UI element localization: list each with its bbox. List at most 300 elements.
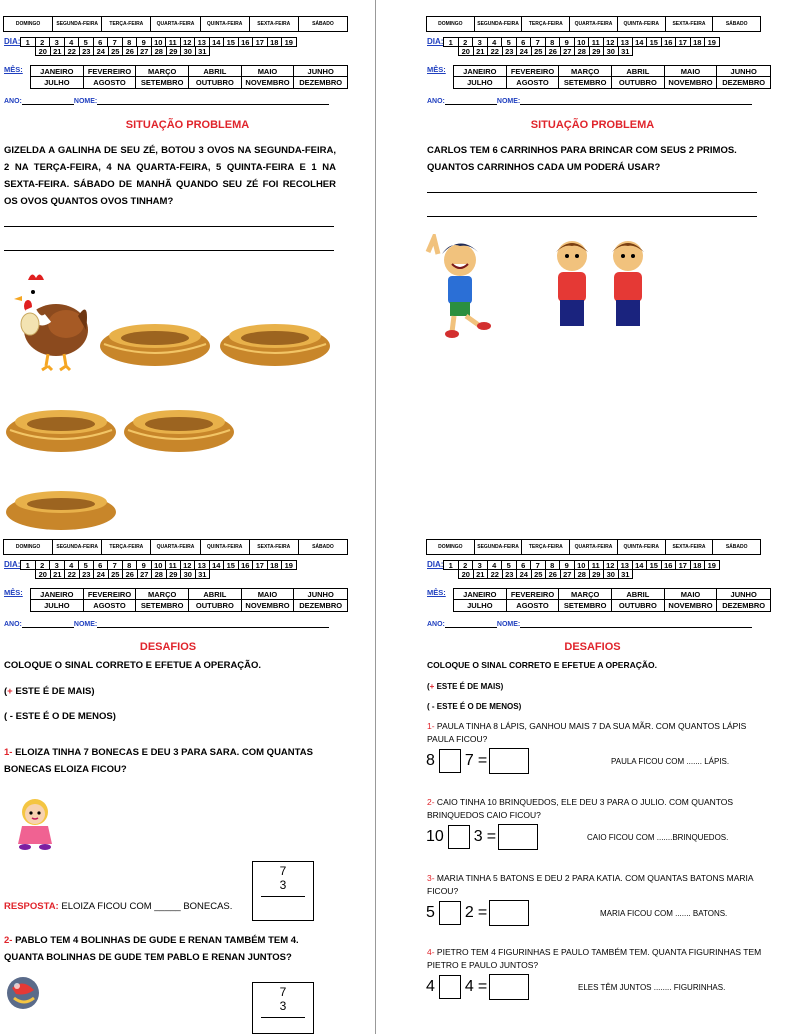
day-cell[interactable]: 8 [122,37,138,47]
month-cell[interactable]: JULHO [454,77,507,88]
nome-field[interactable] [97,104,329,105]
top-number: 7 [279,864,287,878]
day-cell[interactable]: 3 [49,37,65,47]
result-box[interactable] [489,974,529,1000]
dia-block [4,37,349,61]
question-item [427,796,762,822]
day-cell[interactable]: 21 [50,569,66,579]
day-cell[interactable]: 3 [472,37,488,47]
day-cell[interactable]: 24 [93,46,109,56]
month-cell[interactable]: JANEIRO [31,66,84,77]
ano-nome-line [4,621,344,628]
mes-block [4,65,349,89]
day-cell[interactable]: 12 [603,37,619,47]
month-cell[interactable]: ABRIL [612,66,665,77]
panel3-heading: DESAFIOS [139,641,197,653]
answer-sentence: CAIO FICOU COM .......BRINQUEDOS. [587,833,729,842]
day-cell[interactable]: 6 [93,560,109,570]
weekday-cell: SEXTA-FEIRA [250,17,299,31]
day-cell[interactable]: 18 [690,560,706,570]
month-cell[interactable]: JANEIRO [454,589,507,600]
month-cell[interactable]: SETEMBRO [559,600,612,611]
page-divider [375,0,376,1034]
day-cell[interactable]: 18 [267,37,283,47]
weekday-cell: SEGUNDA-FEIRA [475,17,523,31]
day-cell[interactable]: 26 [122,46,138,56]
day-cell[interactable]: 11 [165,560,181,570]
day-cell[interactable]: 28 [151,569,167,579]
day-cell[interactable]: 10 [151,37,167,47]
question-number: 3- [427,873,435,883]
day-cell[interactable]: 14 [632,37,648,47]
ano-label: ANO: [4,98,22,105]
weekday-row [426,16,761,32]
day-cell[interactable]: 11 [588,37,604,47]
day-cell[interactable]: 1 [20,37,36,47]
weekday-cell: QUINTA-FEIRA [201,540,250,554]
day-cell[interactable]: 6 [93,37,109,47]
dia-label: DIA: [4,37,21,46]
mes-label: MÊS: [4,65,23,74]
cousin-boy-illustration [548,236,596,334]
top-number: 7 [279,985,287,999]
day-cell[interactable]: 9 [136,37,152,47]
day-row-2 [458,46,632,56]
day-cell[interactable]: 30 [603,569,619,579]
day-cell[interactable]: 22 [487,569,503,579]
dia-block [427,560,772,584]
ano-field[interactable] [445,104,497,105]
day-cell[interactable]: 13 [617,37,633,47]
weekday-cell: QUARTA-FEIRA [570,540,618,554]
dia-label: DIA: [427,560,444,569]
day-cell[interactable]: 14 [632,560,648,570]
day-cell[interactable]: 22 [64,569,80,579]
day-cell[interactable]: 4 [64,37,80,47]
day-cell[interactable]: 7 [530,37,546,47]
month-cell[interactable]: NOVEMBRO [665,77,718,88]
month-cell[interactable]: NOVEMBRO [242,600,295,611]
day-cell[interactable]: 12 [180,560,196,570]
day-cell[interactable]: 1 [20,560,36,570]
nest-illustration [218,312,332,368]
operator-box[interactable] [439,749,461,773]
month-cell[interactable]: OUTUBRO [612,600,665,611]
day-cell[interactable]: 27 [560,569,576,579]
subtraction-box[interactable] [252,861,314,921]
day-cell[interactable]: 30 [180,46,196,56]
day-cell[interactable]: 27 [560,46,576,56]
month-cell[interactable]: JULHO [454,600,507,611]
month-cell[interactable]: FEVEREIRO [84,589,137,600]
month-cell[interactable]: AGOSTO [84,600,137,611]
day-cell[interactable]: 8 [122,560,138,570]
month-grid [453,65,771,89]
month-cell[interactable]: OUTUBRO [189,77,242,88]
day-cell[interactable]: 23 [502,569,518,579]
day-cell[interactable]: 12 [603,560,619,570]
month-cell[interactable]: DEZEMBRO [722,78,766,87]
day-cell[interactable]: 10 [574,560,590,570]
month-cell[interactable]: NOVEMBRO [242,77,295,88]
weekday-cell: DOMINGO [427,17,475,31]
day-cell[interactable]: 7 [107,37,123,47]
day-cell[interactable]: 8 [545,37,561,47]
day-cell[interactable]: 10 [151,560,167,570]
day-cell[interactable]: 2 [35,37,51,47]
day-cell[interactable]: 13 [617,560,633,570]
month-cell[interactable]: JUNHO [294,589,347,600]
answer-line[interactable] [4,226,334,227]
question-text: PAULA TINHA 8 LÁPIS, GANHOU MAIS 7 DA SUA MÃR. COM QUANTOS LÁPIS PAULA FICOU? [427,721,747,744]
month-cell[interactable]: MARÇO [136,66,189,77]
operator-box[interactable] [439,901,461,925]
answer-line[interactable] [427,216,757,217]
day-cell[interactable]: 27 [137,569,153,579]
result-box[interactable] [489,900,529,926]
day-cell[interactable]: 31 [195,569,211,579]
month-cell[interactable]: MARÇO [559,66,612,77]
day-cell[interactable]: 25 [108,46,124,56]
day-cell[interactable]: 25 [531,569,547,579]
month-cell[interactable]: SETEMBRO [559,77,612,88]
day-cell[interactable]: 21 [50,46,66,56]
month-cell[interactable]: FEVEREIRO [507,589,560,600]
day-cell[interactable]: 29 [589,569,605,579]
day-cell[interactable]: 17 [675,37,691,47]
month-cell[interactable]: JULHO [31,600,84,611]
answer-sentence: ELES TÊM JUNTOS ........ FIGURINHAS. [578,983,726,992]
weekday-cell: SEGUNDA-FEIRA [475,540,523,554]
question-item [427,872,762,898]
month-cell[interactable]: MARÇO [559,589,612,600]
month-cell[interactable]: MAIO [242,66,295,77]
day-cell[interactable]: 28 [151,46,167,56]
day-cell[interactable]: 17 [675,560,691,570]
month-cell[interactable]: FEVEREIRO [507,66,560,77]
question-number: 1- [427,721,435,731]
day-cell[interactable]: 21 [473,46,489,56]
day-cell[interactable]: 31 [618,569,634,579]
day-cell[interactable]: 19 [281,560,297,570]
mes-label: MÊS: [4,588,23,597]
day-cell[interactable]: 20 [35,569,51,579]
day-cell[interactable]: 24 [516,46,532,56]
month-cell[interactable]: MARÇO [136,589,189,600]
mes-label: MÊS: [427,588,446,597]
day-cell[interactable]: 23 [79,569,95,579]
day-cell[interactable]: 16 [661,560,677,570]
day-cell[interactable]: 30 [180,569,196,579]
equation-row [426,824,542,850]
month-cell[interactable]: DEZEMBRO [722,601,766,610]
question-1: 1- ELOIZA TINHA 7 BONECAS E DEU 3 PARA SARA. COM QUANTAS BONECAS ELOIZA FICOU? [4,747,313,775]
result-box[interactable] [489,748,529,774]
question-number: 4- [427,947,435,957]
month-cell[interactable]: JUNHO [294,66,347,77]
day-cell[interactable]: 4 [487,560,503,570]
ano-field[interactable] [445,627,497,628]
day-cell[interactable]: 20 [458,46,474,56]
day-cell[interactable]: 16 [661,37,677,47]
day-cell[interactable]: 11 [588,560,604,570]
day-row-2 [35,569,209,579]
weekday-cell: QUARTA-FEIRA [151,540,200,554]
day-cell[interactable]: 1 [443,37,459,47]
month-cell[interactable]: DEZEMBRO [299,78,343,87]
month-cell[interactable]: DEZEMBRO [299,601,343,610]
month-cell[interactable]: ABRIL [189,66,242,77]
day-cell[interactable]: 5 [501,37,517,47]
doll-illustration [12,794,58,852]
nest-illustration [4,480,118,530]
month-cell[interactable]: SETEMBRO [136,77,189,88]
equals-sign: = [477,904,488,921]
day-cell[interactable]: 7 [530,560,546,570]
ano-nome-line [427,98,767,105]
day-row-2 [458,569,632,579]
month-cell[interactable]: JUNHO [717,589,770,600]
month-cell[interactable]: JUNHO [717,66,770,77]
minus-legend: ( - ESTE É O DE MENOS) [4,711,116,722]
day-cell[interactable]: 9 [559,560,575,570]
nome-field[interactable] [520,104,752,105]
marble-illustration [4,974,42,1012]
day-cell[interactable]: 27 [137,46,153,56]
weekday-cell: QUARTA-FEIRA [570,17,618,31]
day-cell[interactable]: 25 [531,46,547,56]
day-cell[interactable]: 15 [646,560,662,570]
day-cell[interactable]: 25 [108,569,124,579]
day-cell[interactable]: 29 [166,569,182,579]
question-text: CAIO TINHA 10 BRINQUEDOS, ELE DEU 3 PARA O JULIO. COM QUANTOS BRINQUEDOS CAIO FICOU? [427,797,734,820]
day-cell[interactable]: 3 [49,560,65,570]
answer-line[interactable] [4,250,334,251]
day-cell[interactable]: 23 [79,46,95,56]
dia-block [4,560,349,584]
day-cell[interactable]: 31 [618,46,634,56]
day-cell[interactable]: 16 [238,37,254,47]
mes-label: MÊS: [427,65,446,74]
day-cell[interactable]: 6 [516,560,532,570]
nest-illustration [98,312,212,368]
nome-label: NOME: [73,621,98,628]
nest-illustration [4,398,118,454]
operator-box[interactable] [448,825,470,849]
day-cell[interactable]: 31 [195,46,211,56]
answer-sentence: MARIA FICOU COM ....... BATONS. [600,909,728,918]
weekday-cell: TERÇA-FEIRA [522,540,570,554]
operand-a: 8 [426,752,435,769]
weekday-cell: DOMINGO [427,540,475,554]
day-cell[interactable]: 21 [473,569,489,579]
weekday-cell: SEXTA-FEIRA [666,17,714,31]
day-cell[interactable]: 14 [209,560,225,570]
day-cell[interactable]: 19 [704,37,720,47]
day-cell[interactable]: 13 [194,37,210,47]
day-cell[interactable]: 1 [443,560,459,570]
month-grid [453,588,771,612]
day-cell[interactable]: 22 [64,46,80,56]
month-cell[interactable]: MAIO [242,589,295,600]
operator-box[interactable] [439,975,461,999]
day-cell[interactable]: 15 [646,37,662,47]
month-cell[interactable]: MAIO [665,66,718,77]
day-cell[interactable]: 6 [516,37,532,47]
day-cell[interactable]: 22 [487,46,503,56]
operand-a: 10 [426,828,444,845]
day-cell[interactable]: 3 [472,560,488,570]
day-cell[interactable]: 15 [223,37,239,47]
question-2: 2- PABLO TEM 4 BOLINHAS DE GUDE E RENAN TAMBÉM TEM 4. QUANTA BOLINHAS DE GUDE TEM PABLO E RENAN JUNTOS? [4,935,299,963]
day-cell[interactable]: 13 [194,560,210,570]
dia-label: DIA: [4,560,21,569]
day-cell[interactable]: 24 [93,569,109,579]
equals-sign: = [486,828,497,845]
weekday-cell: TERÇA-FEIRA [522,17,570,31]
answer-sentence: PAULA FICOU COM ....... LÁPIS. [611,757,730,766]
day-cell[interactable]: 5 [78,37,94,47]
weekday-row [3,16,348,32]
operand-b: 4 [464,978,474,995]
weekday-cell: QUINTA-FEIRA [618,17,666,31]
dia-label: DIA: [427,37,444,46]
day-cell[interactable]: 5 [78,560,94,570]
day-row-2 [35,46,209,56]
month-cell[interactable]: ABRIL [189,589,242,600]
weekday-cell: SEGUNDA-FEIRA [53,17,102,31]
answer-line[interactable] [427,192,757,193]
day-cell[interactable]: 2 [35,560,51,570]
weekday-row [3,539,348,555]
equation-row [426,748,533,774]
boy-carlos-illustration [420,234,500,340]
day-cell[interactable]: 12 [180,37,196,47]
nome-label: NOME: [496,621,521,628]
day-cell[interactable]: 7 [107,560,123,570]
weekday-cell: SÁBADO [725,21,748,27]
month-cell[interactable]: JULHO [31,77,84,88]
day-cell[interactable]: 29 [589,46,605,56]
day-cell[interactable]: 26 [545,569,561,579]
month-cell[interactable]: ABRIL [612,589,665,600]
equals-sign: = [477,978,488,995]
day-cell[interactable]: 19 [281,37,297,47]
mes-block [427,65,772,89]
operand-b: 7 [464,752,474,769]
day-cell[interactable]: 20 [458,569,474,579]
ano-field[interactable] [22,627,74,628]
ano-field[interactable] [22,104,74,105]
day-cell[interactable]: 17 [252,560,268,570]
month-cell[interactable]: JANEIRO [454,66,507,77]
weekday-cell: DOMINGO [4,540,53,554]
day-cell[interactable]: 9 [559,37,575,47]
day-cell[interactable]: 2 [458,560,474,570]
minus-legend: ( - ESTE É O DE MENOS) [427,702,522,711]
day-cell[interactable]: 11 [165,37,181,47]
question-item [427,946,762,972]
sum-bar [261,896,305,897]
day-cell[interactable]: 14 [209,37,225,47]
day-cell[interactable]: 10 [574,37,590,47]
month-grid [30,588,348,612]
month-cell[interactable]: AGOSTO [507,77,560,88]
weekday-cell: SÁBADO [312,544,334,550]
panel2-heading: SITUAÇÃO PROBLEMA [530,119,655,131]
operand-b: 2 [464,904,474,921]
plus-legend: (+ ESTE É DE MAIS) [427,682,504,691]
month-cell[interactable]: MAIO [665,589,718,600]
day-cell[interactable]: 26 [545,46,561,56]
panel3-instruction: COLOQUE O SINAL CORRETO E EFETUE A OPERAÇÃO. [4,660,262,671]
cousin-boy-illustration [604,236,652,334]
weekday-cell: TERÇA-FEIRA [102,540,151,554]
day-cell[interactable]: 24 [516,569,532,579]
day-cell[interactable]: 28 [574,46,590,56]
weekday-cell: SÁBADO [312,21,334,27]
sum-bar [261,1017,305,1018]
day-cell[interactable]: 4 [487,37,503,47]
month-cell[interactable]: AGOSTO [84,77,137,88]
ano-label: ANO: [4,621,22,628]
operand-a: 4 [426,978,435,995]
panel4-instruction: COLOQUE O SINAL CORRETO E EFETUE A OPERAÇÃO. [427,660,657,670]
answer-sentence: RESPOSTA: ELOIZA FICOU COM _____ BONECAS. [4,901,233,912]
operand-a: 5 [426,904,435,921]
day-cell[interactable]: 8 [545,560,561,570]
equation-row [426,900,533,926]
nome-label: NOME: [496,98,521,105]
day-cell[interactable]: 26 [122,569,138,579]
day-cell[interactable]: 17 [252,37,268,47]
panel2-problem-text: CARLOS TEM 6 CARRINHOS PARA BRINCAR COM SEUS 2 PRIMOS. QUANTOS CARRINHOS CADA UM PODERÁ USAR? [427,145,737,173]
day-cell[interactable]: 2 [458,37,474,47]
day-cell[interactable]: 23 [502,46,518,56]
day-cell[interactable]: 18 [267,560,283,570]
dia-block [427,37,772,61]
question-number: 2- [427,797,435,807]
weekday-cell: QUARTA-FEIRA [151,17,200,31]
day-cell[interactable]: 5 [501,560,517,570]
day-cell[interactable]: 4 [64,560,80,570]
weekday-cell: SÁBADO [725,544,748,550]
result-box[interactable] [498,824,538,850]
addition-box[interactable] [252,982,314,1034]
day-cell[interactable]: 19 [704,560,720,570]
day-cell[interactable]: 30 [603,46,619,56]
day-cell[interactable]: 9 [136,560,152,570]
month-cell[interactable]: OUTUBRO [189,600,242,611]
day-cell[interactable]: 16 [238,560,254,570]
month-cell[interactable]: SETEMBRO [136,600,189,611]
day-cell[interactable]: 28 [574,569,590,579]
hen-illustration [8,268,90,372]
nome-field[interactable] [520,627,752,628]
month-cell[interactable]: FEVEREIRO [84,66,137,77]
question-text: PIETRO TEM 4 FIGURINHAS E PAULO TAMBÉM TEM. QUANTA FIGURINHAS TEM PIETRO E PAULO JUNTOS? [427,947,762,970]
month-cell[interactable]: OUTUBRO [612,77,665,88]
day-cell[interactable]: 29 [166,46,182,56]
day-cell[interactable]: 20 [35,46,51,56]
day-cell[interactable]: 18 [690,37,706,47]
month-cell[interactable]: NOVEMBRO [665,600,718,611]
month-cell[interactable]: JANEIRO [31,589,84,600]
day-cell[interactable]: 15 [223,560,239,570]
weekday-cell: QUINTA-FEIRA [201,17,250,31]
month-cell[interactable]: AGOSTO [507,600,560,611]
nome-field[interactable] [97,627,329,628]
